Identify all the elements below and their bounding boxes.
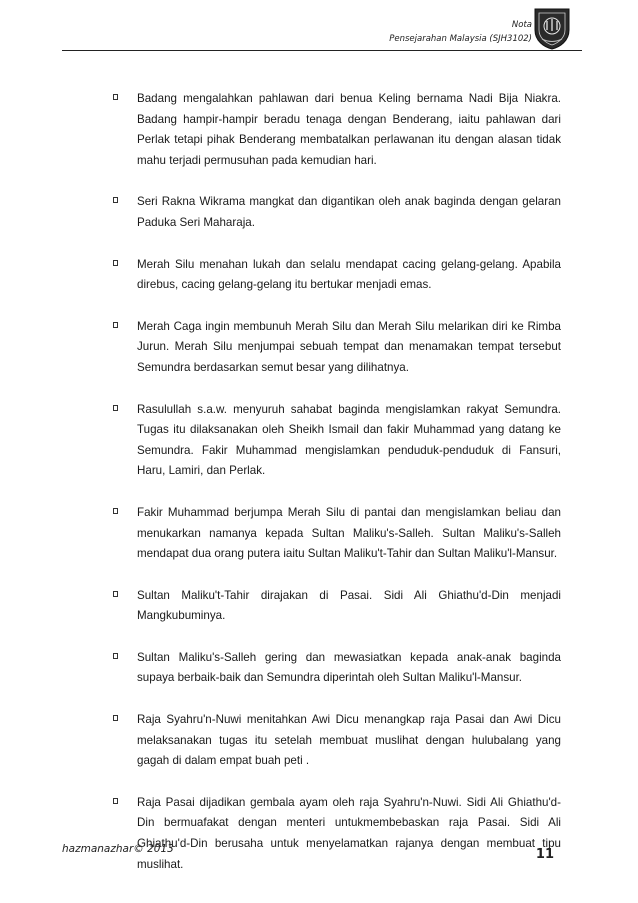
list-item — [113, 793, 561, 875]
square-bullet-icon — [113, 260, 118, 266]
list-item-text: Sultan Maliku't-Tahir dirajakan di Pasai. Sidi Ali Ghiathu'd-Din menjadi Mangkubuminya. — [137, 588, 561, 623]
square-bullet-icon — [113, 653, 118, 659]
square-bullet-icon — [113, 715, 118, 721]
list-item-text: Badang mengalahkan pahlawan dari benua Keling bernama Nadi Bija Niakra. Badang hampir-hampir beradu tenaga dengan Benderang, iaitu pahlawan dari Perlak tetapi pihak Benderang membatalkan perlawanan itu dengan alasan tidak mahu terjadi permusuhan pada kemudian hari. — [137, 92, 561, 167]
list-item-text: Fakir Muhammad berjumpa Merah Silu di pantai dan mengislamkan beliau dan menukarkan namanya kepada Sultan Maliku's-Salleh. Sultan Maliku's-Salleh mendapat dua orang putera iaitu Sultan Maliku't-Tahir dan Sultan Maliku'l-Mansur. — [137, 505, 561, 561]
square-bullet-icon — [113, 322, 118, 328]
header-title: Nota — [511, 20, 532, 30]
header-subtitle: Pensejarahan Malaysia (SJH3102) — [389, 34, 532, 44]
square-bullet-icon — [113, 405, 118, 411]
page-header — [0, 0, 638, 60]
bullet-list — [113, 89, 561, 896]
square-bullet-icon — [113, 508, 118, 514]
list-item — [113, 648, 561, 689]
list-item-text: Sultan Maliku's-Salleh gering dan mewasiatkan kepada anak-anak baginda supaya berbaik-baik dan Semundra diperintah oleh Sultan Maliku'l-Mansur. — [137, 650, 561, 685]
list-item — [113, 192, 561, 233]
list-item — [113, 89, 561, 171]
list-item-text: Rasulullah s.a.w. menyuruh sahabat baginda mengislamkan rakyat Semundra. Tugas itu dilaksanakan oleh Sheikh Ismail dan fakir Muhammad yang datang ke Semundra. Fakir Muhammad mengislamkan penduduk-penduduk di Fansuri, Haru, Lamiri, dan Perlak. — [137, 402, 561, 478]
list-item-text: Merah Silu menahan lukah dan selalu mendapat cacing gelang-gelang. Apabila direbus, cacing gelang-gelang itu bertukar menjadi emas. — [137, 257, 561, 292]
university-crest-icon — [532, 6, 572, 50]
square-bullet-icon — [113, 798, 118, 804]
header-text — [389, 18, 532, 46]
footer-copyright: hazmanazhar© 2013 — [62, 843, 174, 855]
square-bullet-icon — [113, 197, 118, 203]
list-item — [113, 317, 561, 379]
list-item — [113, 400, 561, 482]
square-bullet-icon — [113, 94, 118, 100]
header-divider — [62, 50, 582, 51]
list-item-text: Merah Caga ingin membunuh Merah Silu dan Merah Silu melarikan diri ke Rimba Jurun. Merah Silu menjumpai sebuah tempat dan menamakan tempat tersebut Semundra berdasarkan semut besar yang dilihatnya. — [137, 319, 561, 374]
list-item — [113, 586, 561, 627]
list-item-text: Raja Pasai dijadikan gembala ayam oleh raja Syahru'n-Nuwi. Sidi Ali Ghiathu'd-Din bermuafakat dengan menteri untukmembebaskan raja Pasai. Sidi Ali Ghiathu'd-Din berusaha untuk menyelamatkan rajanya dengan membuat tipu muslihat. — [137, 795, 561, 871]
list-item — [113, 710, 561, 772]
list-item-text: Seri Rakna Wikrama mangkat dan digantikan oleh anak baginda dengan gelaran Paduka Seri Maharaja. — [137, 195, 561, 229]
list-item — [113, 503, 561, 565]
square-bullet-icon — [113, 591, 118, 597]
list-item — [113, 255, 561, 296]
page-number: 11 — [535, 847, 554, 862]
list-item-text: Raja Syahru'n-Nuwi menitahkan Awi Dicu menangkap raja Pasai dan Awi Dicu melaksanakan tugas itu setelah membuat muslihat dengan hulubalang yang gagah di dalam empat buah peti . — [137, 713, 561, 768]
